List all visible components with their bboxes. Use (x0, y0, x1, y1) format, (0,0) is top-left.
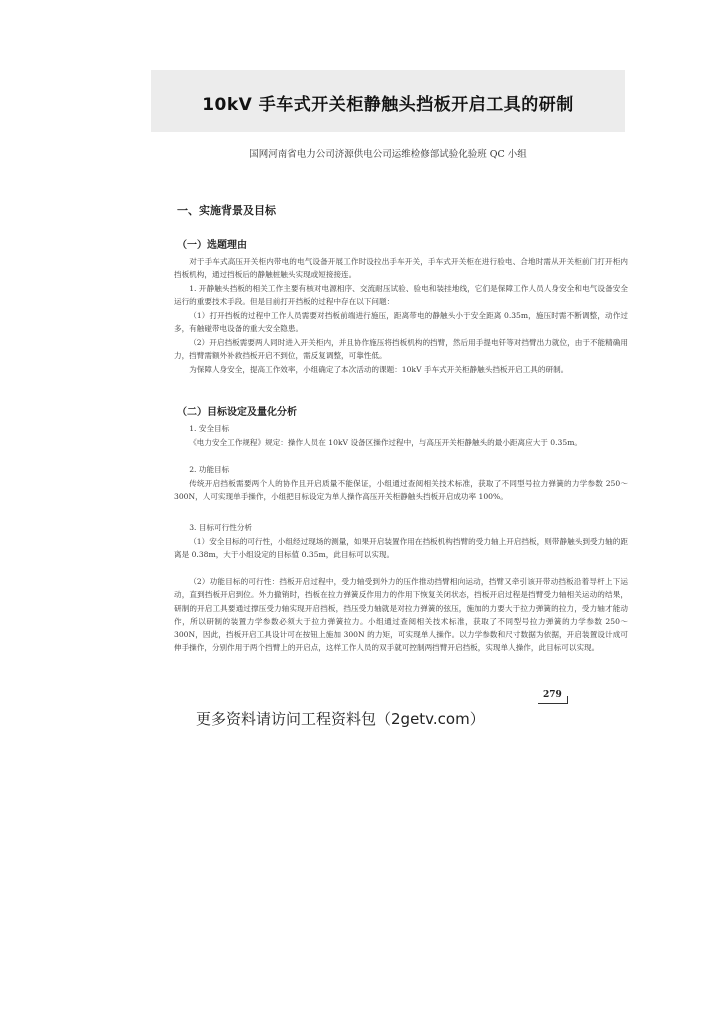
paragraph-feasibility-heading: 3. 目标可行性分析 (189, 523, 253, 532)
section-heading: 一、实施背景及目标 (177, 204, 276, 217)
paragraph-function-goal: 传统开启挡板需要两个人的协作且开启质量不能保证，小组通过查阅相关技术标准，获取了不同型号拉力弹簧的力学参数 250～300N，人可实现单手操作，小组把目标设定为单人操作高压开关柜静触头挡板开启成功率 100%。 (174, 479, 628, 502)
paragraph-safety-goal-heading: 1. 安全目标 (189, 424, 230, 433)
paragraph-function-goal-heading: 2. 功能目标 (189, 465, 230, 474)
paragraph-4: （2）开启挡板需要两人同时进入开关柜内，并且协作施压将挡板机构的挡臂，然后用手提电钎等对挡臂出力就位，由于不能精确用力，挡臂需额外补救挡板开启不到位，需反复调整，可靠性低。 (174, 338, 628, 361)
footer-link-text: 更多资料请访问工程资料包（2getv.com） (196, 710, 485, 728)
paragraph-safety-goal: 《电力安全工作规程》规定：操作人员在 10kV 设备区操作过程中，与高压开关柜静触头的最小距离应大于 0.35m。 (189, 438, 582, 447)
paragraph-2: 1. 开静触头挡板的相关工作主要有核对电源相序、交流耐压试验、验电和装挂地线，它们是保障工作人员人身安全和电气设备安全运行的重要技术手段。但是目前打开挡板的过程中存在以下问题： (174, 284, 628, 307)
subsection-heading-goals: （二）目标设定及量化分析 (177, 407, 297, 418)
paragraph-1: 对于手车式高压开关柜内带电的电气设备开展工作时设拉出手车开关，手车式开关柜在进行验电、合地时需从开关柜前门打开柜内挡板机构，通过挡板后的静触桩触头实现或短接接连。 (174, 257, 628, 280)
subsection-heading-reason: （一）选题理由 (177, 240, 247, 251)
page-number: 279 (543, 690, 562, 700)
paragraph-3: （1）打开挡板的过程中工作人员需要对挡板前端进行施压，距离带电的静触头小于安全距离 0.35m，施压时需不断调整，动作过多，有触碰带电设备的重大安全隐患。 (174, 311, 628, 334)
page-number-rule (538, 703, 568, 704)
paragraph-5: 为保障人身安全，提高工作效率，小组确定了本次活动的课题：10kV 手车式开关柜静触头挡板开启工具的研制。 (189, 365, 569, 374)
page-number-tick (567, 696, 568, 704)
author-line: 国网河南省电力公司济源供电公司运维检修部试验化验班 QC 小组 (249, 149, 527, 160)
paper-title: 10kV 手车式开关柜静触头挡板开启工具的研制 (202, 95, 574, 115)
paragraph-safety-feasibility: （1）安全目标的可行性，小组经过现场的测量，如果开启装置作用在挡板机构挡臂的受力轴上开启挡板，则带静触头到受力轴的距离是 0.38m，大于小组设定的目标值 0.35m，此目标可以实现。 (174, 537, 628, 560)
paragraph-function-feasibility: （2）功能目标的可行性：挡板开启过程中，受力轴受到外力的压作推动挡臂相向运动，挡臂又牵引该开带动挡板沿着导杆上下运动，直到挡板开启到位。外力撤销时，挡板在拉力弹簧反作用力的作用下恢复关闭状态，挡板开启过程是挡臂受力轴相关运动的结果，研制的开启工具要通过撑压受力轴实现开启挡板，挡压受力轴就是对拉力弹簧的弦压，施加的力要大于拉力弹簧的拉力，受力轴才能动作，所以研制的装置力学参数必须大于拉力弹簧拉力。小组通过查阅相关技术标准，获取了不同型号拉力弹簧的力学参数 250～300N，因此，挡板开启工具设计可在按钮上施加 300N 的力矩，可实现单人操作。以力学参数和尺寸数据为依据，开启装置设计成可伸手操作，分别作用于两个挡臂上的开启点，这样工作人员的双手就可控制两挡臂开启挡板，实现单人操作，此目标可以实现。 (174, 577, 628, 653)
